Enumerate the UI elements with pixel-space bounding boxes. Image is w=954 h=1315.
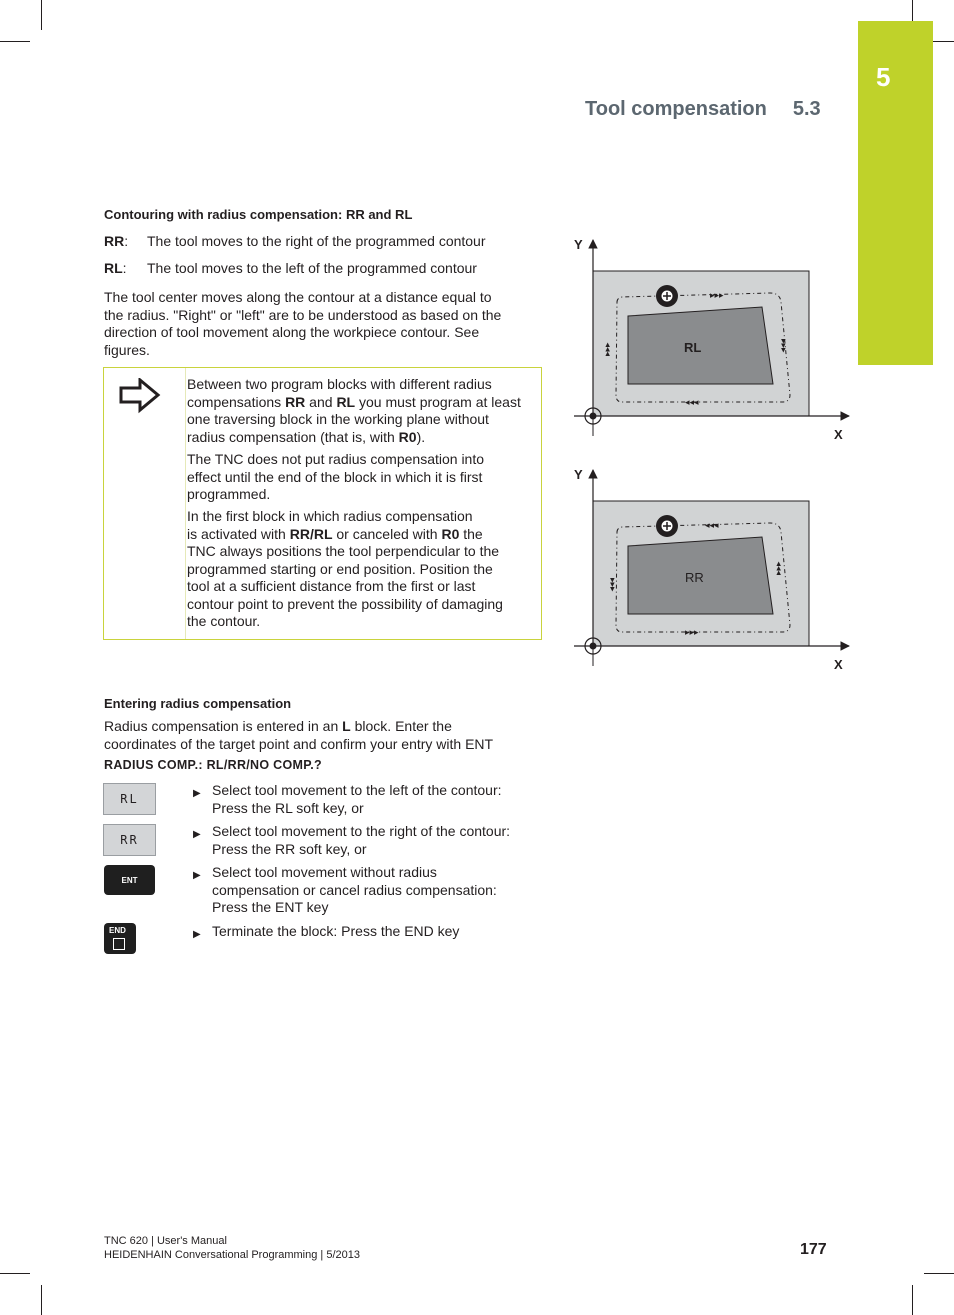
y-axis-label: Y <box>574 467 583 482</box>
definition-desc: The tool moves to the left of the programmed contour <box>147 260 477 276</box>
note-paragraph: The TNC does not put radius compensation into effect until the end of the block in which it is first programmed. <box>187 451 485 502</box>
svg-text:▸▸▸: ▸▸▸ <box>779 339 789 353</box>
end-key[interactable] <box>104 923 136 954</box>
crop-mark <box>41 0 42 30</box>
definition-term: RL: <box>104 260 127 276</box>
chapter-number: 5 <box>876 62 891 92</box>
intro-paragraph: The tool center moves along the contour at a distance equal to the radius. "Right" or "left" are to be understood as based on the direction of tool movement along the workpiece contour. See figures. <box>104 289 502 358</box>
definition-desc: The tool moves to the right of the programmed contour <box>147 233 486 249</box>
section-title: Tool compensation <box>585 98 767 120</box>
svg-text:▸▸▸: ▸▸▸ <box>608 578 618 592</box>
svg-text:◂◂◂: ◂◂◂ <box>685 397 699 407</box>
rr-softkey[interactable]: RR <box>103 824 156 856</box>
section-number: 5.3 <box>792 98 821 120</box>
bullet-triangle-icon: ▶ <box>193 929 201 940</box>
svg-text:▸▸▸: ▸▸▸ <box>773 561 783 575</box>
section-heading: Contouring with radius compensation: RR and RL <box>104 207 413 222</box>
section-heading: Entering radius compensation <box>104 696 292 711</box>
svg-text:▸▸▸: ▸▸▸ <box>710 290 724 300</box>
y-axis-label: Y <box>574 237 583 252</box>
ent-key[interactable] <box>104 865 155 895</box>
ent-key-label: ENT <box>121 875 138 885</box>
crop-mark <box>912 1285 913 1315</box>
footer-line: TNC 620 | User's Manual <box>104 1235 227 1247</box>
x-axis-label: X <box>834 657 843 672</box>
page-number: 177 <box>800 1241 827 1258</box>
rl-softkey[interactable]: RL <box>103 783 156 815</box>
bullet-triangle-icon: ▶ <box>193 788 201 799</box>
definition-term: RR: <box>104 233 129 249</box>
note-paragraph: In the first block in which radius compensation is activated with RR/RL or canceled with R0 the TNC always positions the tool perpendicular to the programmed starting or end position. Position the tool at a sufficient distance from the first or last contour point to prevent the possibility of damaging the contour. <box>187 508 503 629</box>
radius-compensation-figures <box>570 232 860 672</box>
svg-text:◂◂◂: ◂◂◂ <box>705 520 719 530</box>
dialog-prompt: RADIUS COMP.: RL/RR/NO COMP.? <box>104 758 322 772</box>
figure-label: RR <box>685 570 704 585</box>
figure-rl <box>574 237 849 442</box>
svg-text:▸▸▸: ▸▸▸ <box>602 342 612 356</box>
running-head <box>585 98 821 121</box>
bullet-triangle-icon: ▶ <box>193 870 201 881</box>
square-icon <box>113 938 125 950</box>
x-axis-label: X <box>834 427 843 442</box>
svg-text:▸▸▸: ▸▸▸ <box>685 627 699 637</box>
figure-label: RL <box>684 340 702 355</box>
note-paragraph: Between two program blocks with different radius compensations RR and RL you must program at least one traversing block in the working plane without radius compensation (that is, with R0). <box>187 376 521 445</box>
crop-mark <box>924 1273 954 1274</box>
chapter-tab <box>858 21 933 365</box>
end-key-label: END <box>109 926 126 935</box>
crop-mark <box>0 41 30 42</box>
footer-line: HEIDENHAIN Conversational Programming | 5/2013 <box>104 1249 360 1261</box>
intro-paragraph: Radius compensation is entered in an L block. Enter the coordinates of the target point and confirm your entry with ENT <box>104 718 494 752</box>
arrow-right-icon <box>118 378 162 414</box>
bullet-triangle-icon: ▶ <box>193 829 201 840</box>
crop-mark <box>41 1285 42 1315</box>
figure-rr <box>574 467 849 672</box>
crop-mark <box>0 1273 30 1274</box>
note-divider <box>185 368 186 639</box>
